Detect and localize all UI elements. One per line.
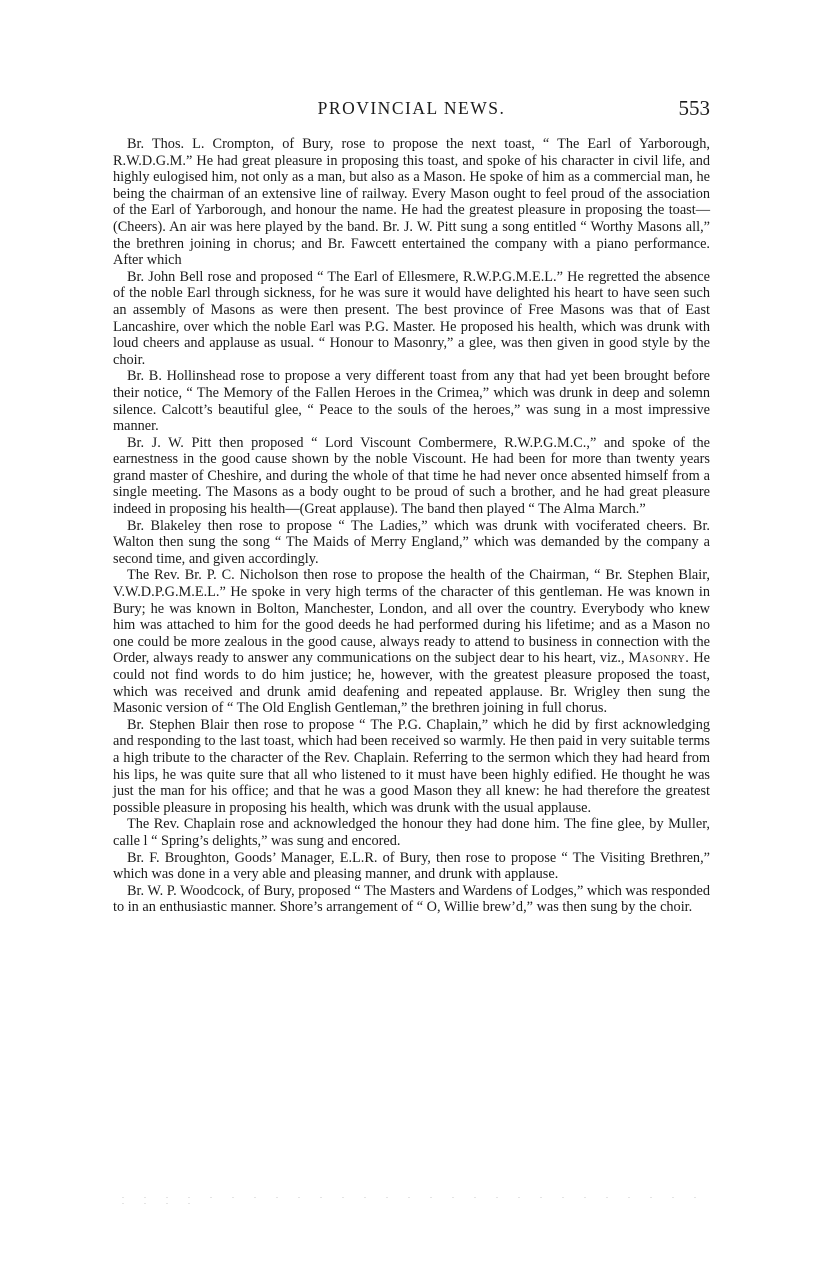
paragraph-nicholson xyxy=(113,567,710,716)
article-body xyxy=(113,136,710,916)
masonry-small-caps: Masonry. xyxy=(628,650,690,667)
paragraph-nicholson-text-after: He could not find words to do him justice; he, however, with the greatest pleasure proposed the toast, which was received and drunk amid deafening and repeated applause. Br. Wrigley then sung the Masonic version of “ The Old English Gentleman,” the brethren joining in full chorus. xyxy=(113,650,710,717)
paragraph-woodcock: Br. W. P. Woodcock, of Bury, proposed “ The Masters and Wardens of Lodges,” which was responded to in an enthusiastic manner. Shore’s arrangement of “ O, Willie brew’d,” was then sung by the choir. xyxy=(113,882,710,916)
running-head xyxy=(113,92,710,124)
paragraph-broughton: Br. F. Broughton, Goods’ Manager, E.L.R. of Bury, then rose to propose “ The Visiting Brethren,” which was done in a very able and pleasing manner, and drunk with applause. xyxy=(113,849,710,883)
paragraph-blakeley: Br. Blakeley then rose to propose “ The Ladies,” which was drunk with vociferated cheers. Br. Walton then sung the song “ The Maids of Merry England,” which was demanded by the company a second time, and given accordingly. xyxy=(113,517,710,567)
paragraph-bell: Br. John Bell rose and proposed “ The Earl of Ellesmere, R.W.P.G.M.E.L.” He regretted the absence of the noble Earl through sickness, for he was sure it would have delighted his heart to have seen such an assembly of Masons as were then present. The best province of Free Masons was that of East Lancashire, over which the noble Earl was P.G. Master. He proposed his health, which was drunk with loud cheers and applause as usual. “ Honour to Masonry,” a glee, was then given in good style by the choir. xyxy=(113,268,710,368)
paragraph-crompton: Br. Thos. L. Crompton, of Bury, rose to propose the next toast, “ The Earl of Yarborough, R.W.D.G.M.” He had great pleasure in proposing this toast, and spoke of his character in civil life, and highly eulogised him, not only as a man, but also as a Mason. He spoke of him as a commercial man, he being the chairman of an extensive line of railway. Every Mason ought to feel proud of the association of the Earl of Yarborough, and honour the name. He had the greatest pleasure in proposing the toast—(Cheers). An air was here played by the band. Br. J. W. Pitt sung a song entitled “ Worthy Masons all,” the brethren joining in chorus; and Br. Fawcett entertained the company with a piano performance. After which xyxy=(113,136,710,269)
page-number: 553 xyxy=(678,96,710,120)
running-title: PROVINCIAL NEWS. xyxy=(317,98,506,118)
footer-dot-marks: . . . . . . . . . . . . . . . . . . . . . . . . . . . . . . . xyxy=(122,1191,705,1206)
paragraph-chaplain: The Rev. Chaplain rose and acknowledged the honour they had done him. The fine glee, by Muller, calle l “ Spring’s delights,” was sung and encored. xyxy=(113,816,710,849)
paragraph-blair: Br. Stephen Blair then rose to propose “ The P.G. Chaplain,” which he did by first acknowledging and responding to the last toast, which had been received so warmly. He then paid in very suitable terms a high tribute to the character of the Rev. Chaplain. Referring to the sermon which they had heard from his lips, he was quite sure that all who listened to it must have been highly edified. He thought he was just the man for his office; and that he was a good Mason they all knew: he had therefore the greatest possible pleasure in proposing his health, which was drunk with the usual applause. xyxy=(113,716,710,816)
paragraph-pitt: Br. J. W. Pitt then proposed “ Lord Viscount Combermere, R.W.P.G.M.C.,” and spoke of the earnestness in the good cause shown by the noble Viscount. He had been for more than twenty years grand master of Cheshire, and during the whole of that time he had never once absented himself from a single meeting. The Masons as a body ought to be proud of such a brother, and he had great pleasure indeed in proposing his health—(Great applause). The band then played “ The Alma March.” xyxy=(113,434,710,518)
paragraph-hollinshead: Br. B. Hollinshead rose to propose a very different toast from any that had yet been brought before their notice, “ The Memory of the Fallen Heroes in the Crimea,” which was drunk in deep and solemn silence. Calcott’s beautiful glee, “ Peace to the souls of the heroes,” was sung in a most impressive manner. xyxy=(113,368,710,435)
paragraph-nicholson-text-before: The Rev. Br. P. C. Nicholson then rose to propose the health of the Chairman, “ Br. Stephen Blair, V.W.D.P.G.M.E.L.” He spoke in very high terms of the character of this gentleman. He was known in Bury; he was known in Bolton, Manchester, London, and all over the country. Everybody who knew him was attached to him for the good deeds he had performed during his lifetime; and as a Mason no one could be more zealous in the good cause, always ready to attend to business in connection with the Order, always ready to answer any communications on the subject dear to his heart, viz., xyxy=(113,567,710,667)
